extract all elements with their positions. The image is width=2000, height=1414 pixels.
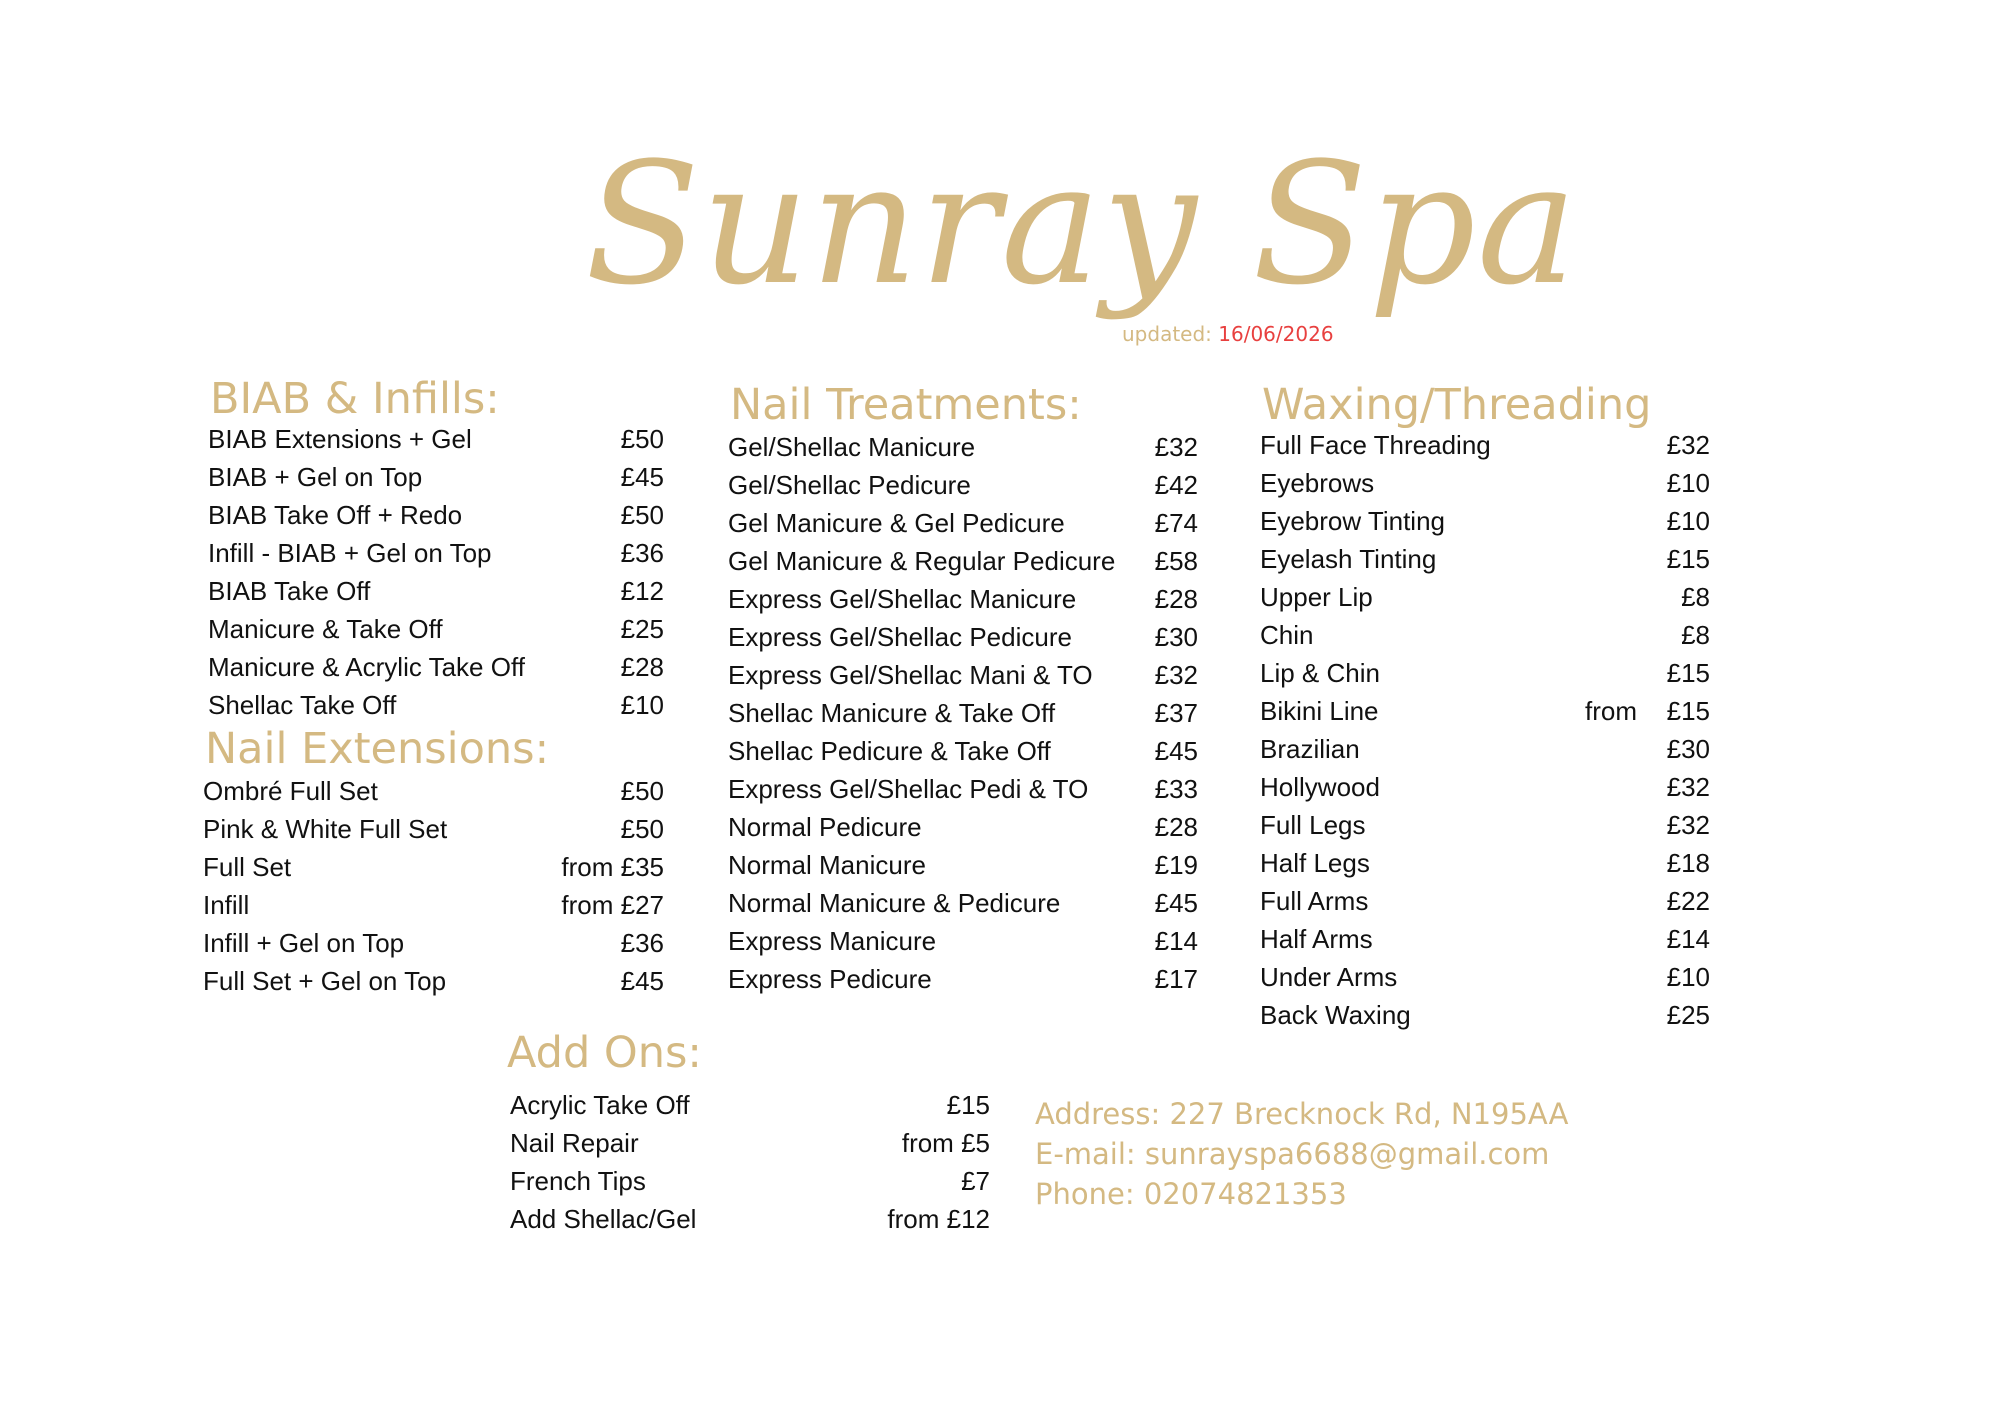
price-row bbox=[208, 648, 664, 686]
price-row bbox=[1260, 844, 1710, 882]
price-row bbox=[1260, 882, 1710, 920]
service-name: Full Set + Gel on Top bbox=[203, 966, 447, 996]
service-price: £32 bbox=[1666, 430, 1710, 460]
price-row bbox=[203, 848, 664, 886]
service-price: £45 bbox=[620, 462, 664, 492]
service-name: Upper Lip bbox=[1260, 582, 1373, 612]
service-price: £58 bbox=[1154, 546, 1198, 576]
price-row bbox=[728, 542, 1198, 580]
service-name: Acrylic Take Off bbox=[510, 1090, 690, 1120]
service-price: £14 bbox=[1666, 924, 1710, 954]
updated-note bbox=[1122, 322, 1334, 346]
price-qualifier: from bbox=[1585, 696, 1637, 726]
price-row bbox=[728, 618, 1198, 656]
service-price: £10 bbox=[1666, 468, 1710, 498]
service-price: £17 bbox=[1154, 964, 1198, 994]
service-name: Half Arms bbox=[1260, 924, 1373, 954]
service-name: Infill bbox=[203, 890, 250, 920]
price-row bbox=[728, 732, 1198, 770]
service-name: Bikini Line bbox=[1260, 696, 1379, 726]
service-price: £15 bbox=[946, 1090, 990, 1120]
service-price: £32 bbox=[1666, 772, 1710, 802]
service-price: £19 bbox=[1154, 850, 1198, 880]
service-price: from £12 bbox=[887, 1204, 990, 1234]
price-row bbox=[208, 610, 664, 648]
price-row bbox=[1260, 540, 1710, 578]
contact-address: Address: 227 Brecknock Rd, N195AA bbox=[1035, 1097, 1569, 1131]
price-row bbox=[1260, 958, 1710, 996]
service-price: £14 bbox=[1154, 926, 1198, 956]
heading-add-ons: Add Ons: bbox=[507, 1028, 702, 1078]
service-name: Under Arms bbox=[1260, 962, 1398, 992]
price-row bbox=[728, 846, 1198, 884]
price-row bbox=[203, 772, 664, 810]
service-name: Brazilian bbox=[1260, 734, 1360, 764]
service-name: Eyebrows bbox=[1260, 468, 1375, 498]
service-price: £15 bbox=[1666, 696, 1710, 726]
service-price: £25 bbox=[1666, 1000, 1710, 1030]
price-row bbox=[1260, 730, 1710, 768]
service-price: from £5 bbox=[901, 1128, 990, 1158]
service-price: £22 bbox=[1666, 886, 1710, 916]
heading-waxing-threading: Waxing/Threading bbox=[1262, 380, 1652, 430]
service-name: Express Manicure bbox=[728, 926, 937, 956]
service-price: £18 bbox=[1666, 848, 1710, 878]
service-price: £74 bbox=[1154, 508, 1198, 538]
heading-nail-extensions: Nail Extensions: bbox=[205, 724, 550, 774]
service-name: Gel Manicure & Regular Pedicure bbox=[728, 546, 1116, 576]
service-price: £50 bbox=[620, 424, 664, 454]
contact-email[interactable]: E-mail: sunrayspa6688@gmail.com bbox=[1035, 1137, 1550, 1171]
service-name: Express Gel/Shellac Mani & TO bbox=[728, 660, 1093, 690]
service-name: Lip & Chin bbox=[1260, 658, 1380, 688]
service-price: £10 bbox=[1666, 506, 1710, 536]
service-name: Nail Repair bbox=[510, 1128, 639, 1158]
price-row bbox=[1260, 654, 1710, 692]
service-name: Normal Manicure bbox=[728, 850, 926, 880]
price-row bbox=[1260, 920, 1710, 958]
price-row bbox=[203, 924, 664, 962]
price-row bbox=[728, 466, 1198, 504]
price-row bbox=[1260, 692, 1710, 730]
service-price: £42 bbox=[1154, 470, 1198, 500]
service-price: £25 bbox=[620, 614, 664, 644]
service-name: Full Arms bbox=[1260, 886, 1369, 916]
price-row bbox=[728, 504, 1198, 542]
service-name: Add Shellac/Gel bbox=[510, 1204, 697, 1234]
service-price: £28 bbox=[620, 652, 664, 682]
service-name: Full Legs bbox=[1260, 810, 1366, 840]
price-row bbox=[728, 808, 1198, 846]
service-name: BIAB Take Off bbox=[208, 576, 371, 606]
service-name: Full Face Threading bbox=[1260, 430, 1491, 460]
price-row bbox=[728, 922, 1198, 960]
service-name: Normal Pedicure bbox=[728, 812, 922, 842]
service-price: £28 bbox=[1154, 584, 1198, 614]
service-name: Pink & White Full Set bbox=[203, 814, 448, 844]
service-name: Hollywood bbox=[1260, 772, 1380, 802]
service-name: Manicure & Acrylic Take Off bbox=[208, 652, 525, 682]
price-row bbox=[208, 534, 664, 572]
price-row bbox=[208, 420, 664, 458]
service-price: £8 bbox=[1681, 582, 1710, 612]
service-price: £30 bbox=[1666, 734, 1710, 764]
service-price: from £35 bbox=[561, 852, 664, 882]
heading-nail-treatments: Nail Treatments: bbox=[730, 380, 1082, 430]
service-name: Gel/Shellac Pedicure bbox=[728, 470, 971, 500]
service-name: BIAB Extensions + Gel bbox=[208, 424, 472, 454]
price-row bbox=[203, 886, 664, 924]
price-row bbox=[1260, 426, 1710, 464]
price-row bbox=[510, 1162, 990, 1200]
service-name: Gel Manicure & Gel Pedicure bbox=[728, 508, 1065, 538]
service-name: French Tips bbox=[510, 1166, 646, 1196]
price-row bbox=[208, 686, 664, 724]
service-price: £32 bbox=[1666, 810, 1710, 840]
service-name: Express Gel/Shellac Manicure bbox=[728, 584, 1077, 614]
nail-treatments-list bbox=[728, 428, 1198, 998]
service-price: £50 bbox=[620, 776, 664, 806]
service-name: Infill - BIAB + Gel on Top bbox=[208, 538, 492, 568]
price-row bbox=[1260, 464, 1710, 502]
service-price: £15 bbox=[1666, 544, 1710, 574]
price-row bbox=[1260, 768, 1710, 806]
service-name: Shellac Manicure & Take Off bbox=[728, 698, 1056, 728]
brand-title: Sunray Spa bbox=[585, 126, 1579, 322]
service-price: £8 bbox=[1681, 620, 1710, 650]
service-price: £10 bbox=[620, 690, 664, 720]
price-row bbox=[203, 810, 664, 848]
service-name: Eyelash Tinting bbox=[1260, 544, 1437, 574]
price-row bbox=[728, 960, 1198, 998]
service-price: £12 bbox=[620, 576, 664, 606]
service-price: £32 bbox=[1154, 432, 1198, 462]
service-name: Shellac Take Off bbox=[208, 690, 397, 720]
price-row bbox=[728, 884, 1198, 922]
price-row bbox=[510, 1124, 990, 1162]
service-price: £32 bbox=[1154, 660, 1198, 690]
service-name: Full Set bbox=[203, 852, 292, 882]
service-name: Normal Manicure & Pedicure bbox=[728, 888, 1061, 918]
price-row bbox=[203, 962, 664, 1000]
service-price: £36 bbox=[620, 538, 664, 568]
service-name: Infill + Gel on Top bbox=[203, 928, 405, 958]
service-price: £15 bbox=[1666, 658, 1710, 688]
service-price: £50 bbox=[620, 500, 664, 530]
nail-extensions-list bbox=[203, 772, 664, 1000]
price-row bbox=[1260, 806, 1710, 844]
service-name: Express Pedicure bbox=[728, 964, 932, 994]
service-name: BIAB + Gel on Top bbox=[208, 462, 423, 492]
service-name: Eyebrow Tinting bbox=[1260, 506, 1445, 536]
service-name: Express Gel/Shellac Pedi & TO bbox=[728, 774, 1089, 804]
contact-block bbox=[1035, 1094, 1568, 1214]
service-name: Manicure & Take Off bbox=[208, 614, 443, 644]
biab-list bbox=[208, 420, 664, 724]
price-row bbox=[1260, 616, 1710, 654]
price-row bbox=[1260, 996, 1710, 1034]
service-price: £45 bbox=[1154, 888, 1198, 918]
price-row bbox=[728, 694, 1198, 732]
add-ons-list bbox=[510, 1086, 990, 1238]
service-name: Chin bbox=[1260, 620, 1314, 650]
service-name: Back Waxing bbox=[1260, 1000, 1411, 1030]
service-name: Half Legs bbox=[1260, 848, 1370, 878]
heading-biab: BIAB & Infills: bbox=[210, 374, 500, 424]
price-row bbox=[208, 572, 664, 610]
service-price: £10 bbox=[1666, 962, 1710, 992]
price-row bbox=[208, 458, 664, 496]
updated-label: updated: bbox=[1122, 322, 1212, 346]
updated-date: 16/06/2026 bbox=[1218, 322, 1334, 346]
service-name: Ombré Full Set bbox=[203, 776, 378, 806]
price-row bbox=[728, 580, 1198, 618]
service-name: Express Gel/Shellac Pedicure bbox=[728, 622, 1072, 652]
service-price: from £27 bbox=[561, 890, 664, 920]
service-price: £45 bbox=[1154, 736, 1198, 766]
price-row bbox=[510, 1086, 990, 1124]
price-row bbox=[208, 496, 664, 534]
service-price: £50 bbox=[620, 814, 664, 844]
service-price: £7 bbox=[961, 1166, 990, 1196]
price-row bbox=[1260, 578, 1710, 616]
service-price: £33 bbox=[1154, 774, 1198, 804]
service-name: Shellac Pedicure & Take Off bbox=[728, 736, 1051, 766]
price-row bbox=[728, 770, 1198, 808]
service-price: £45 bbox=[620, 966, 664, 996]
price-row bbox=[1260, 502, 1710, 540]
price-row bbox=[510, 1200, 990, 1238]
service-name: BIAB Take Off + Redo bbox=[208, 500, 463, 530]
service-price: £30 bbox=[1154, 622, 1198, 652]
service-name: Gel/Shellac Manicure bbox=[728, 432, 976, 462]
contact-phone[interactable]: Phone: 02074821353 bbox=[1035, 1177, 1347, 1211]
service-price: £36 bbox=[620, 928, 664, 958]
service-price: £37 bbox=[1154, 698, 1198, 728]
service-price: £28 bbox=[1154, 812, 1198, 842]
price-row bbox=[728, 428, 1198, 466]
price-row bbox=[728, 656, 1198, 694]
waxing-threading-list bbox=[1260, 426, 1710, 1034]
